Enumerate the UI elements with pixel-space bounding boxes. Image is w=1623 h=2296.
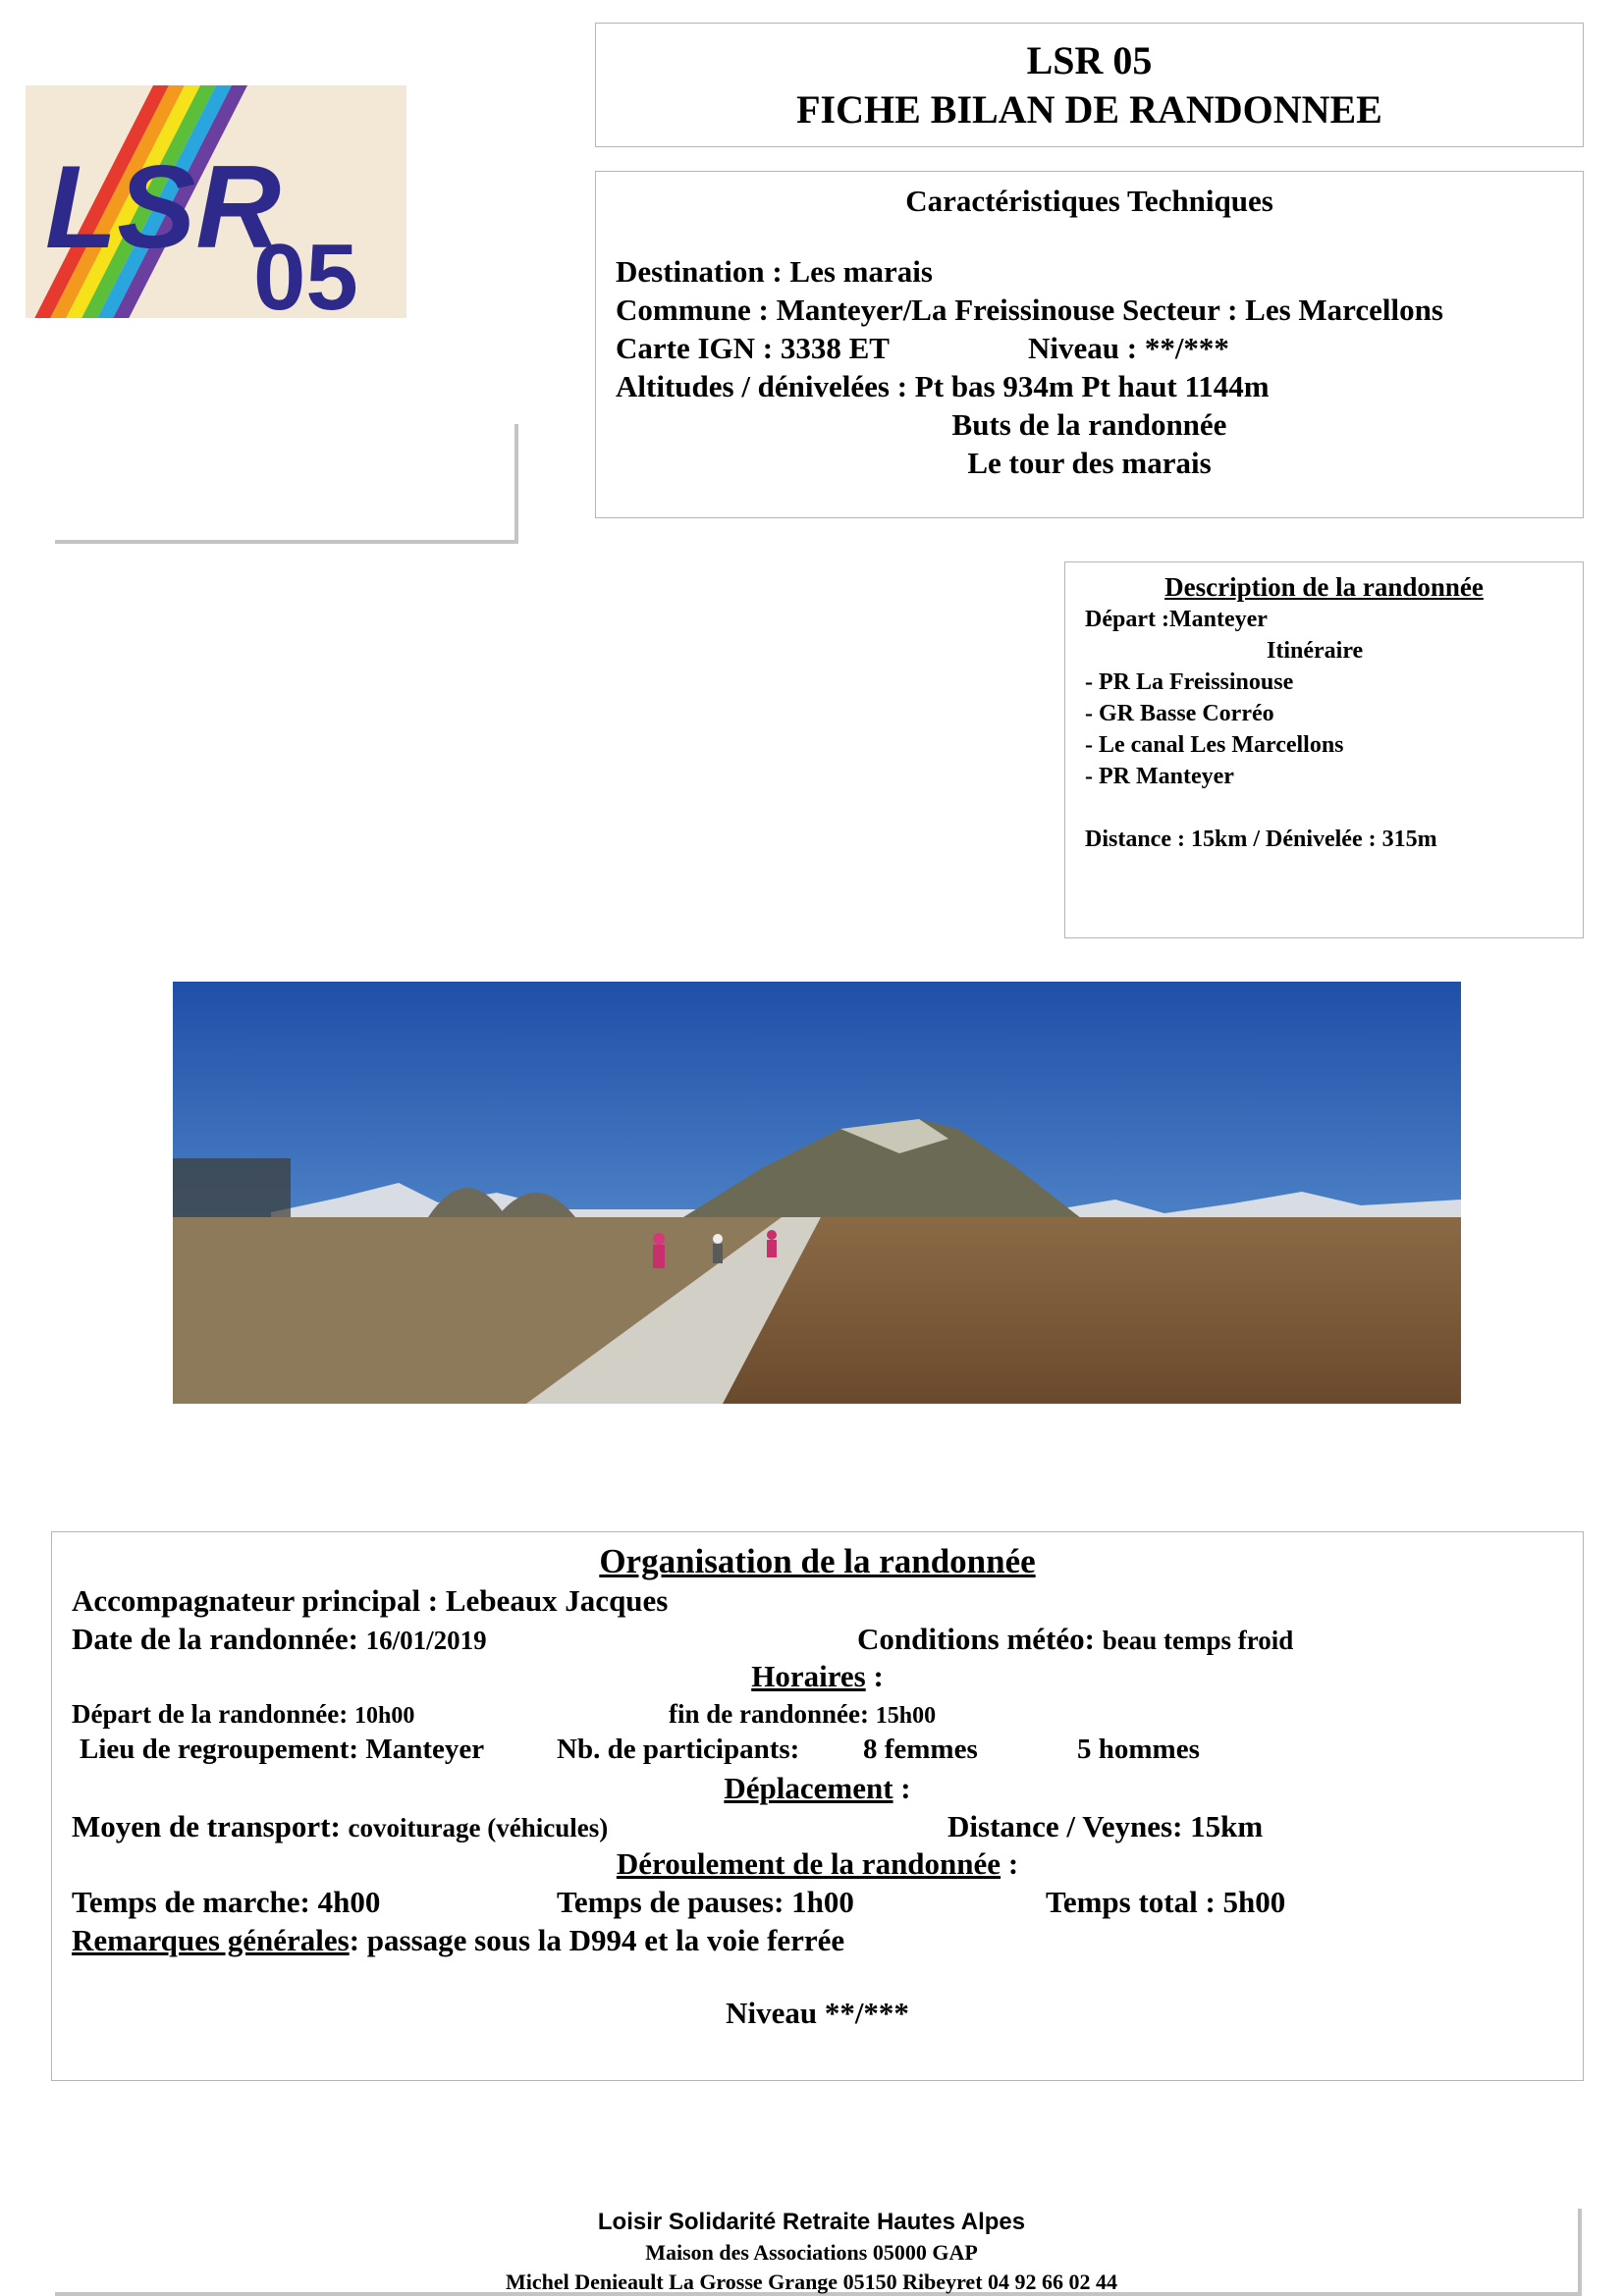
- accompagnateur: Accompagnateur principal : Lebeaux Jacques: [72, 1583, 669, 1618]
- itineraire-heading: Itinéraire: [1267, 638, 1364, 664]
- title-line-2: FICHE BILAN DE RANDONNEE: [796, 87, 1382, 132]
- organisation-box: [51, 1531, 1584, 2081]
- destination: Destination : Les marais: [616, 254, 933, 289]
- footer-contact: Michel Denieault La Grosse Grange 05150 Ribeyret 04 92 66 02 44: [505, 2269, 1118, 2294]
- deplacement-heading: Déplacement: [724, 1771, 893, 1805]
- itineraire-step: - GR Basse Corréo: [1085, 701, 1274, 726]
- transport-label: Moyen de transport:: [72, 1809, 349, 1843]
- fin-value: 15h00: [875, 1703, 937, 1729]
- carte-ign: Carte IGN : 3338 ET: [616, 331, 890, 365]
- deroulement-heading-row: [52, 1846, 1583, 1882]
- logo-number: 05: [253, 225, 358, 318]
- itineraire-step: - PR La Freissinouse: [1085, 669, 1294, 695]
- lieu-regroupement: Lieu de regroupement: Manteyer: [80, 1734, 485, 1765]
- buts-value: Le tour des marais: [967, 446, 1212, 480]
- buts-heading: Buts de la randonnée: [951, 407, 1227, 442]
- title-box: [595, 23, 1584, 147]
- logo-frame-shadow-bottom: [55, 540, 518, 544]
- logo-frame-shadow: [514, 424, 518, 544]
- tech-heading: Caractéristiques Techniques: [905, 184, 1273, 218]
- depart-value: 10h00: [353, 1703, 415, 1729]
- distance-denivelee: Distance : 15km / Dénivelée : 315m: [1085, 827, 1437, 852]
- transport-value: covoiturage (véhicules): [348, 1813, 609, 1842]
- depart-label: Départ de la randonnée:: [72, 1699, 354, 1729]
- commune: Commune : Manteyer/La Freissinouse Secteur : Les Marcellons: [616, 293, 1443, 327]
- deplacement-heading-row: [52, 1771, 1583, 1806]
- organisation-heading: Organisation de la randonnée: [599, 1542, 1036, 1580]
- participants-hommes: 5 hommes: [1077, 1734, 1200, 1765]
- remarques-label: Remarques générales: [72, 1923, 350, 1957]
- technical-characteristics-box: [595, 171, 1584, 518]
- deroulement-colon: :: [1001, 1846, 1019, 1881]
- meteo-value: beau temps froid: [1102, 1626, 1294, 1655]
- date-label: Date de la randonnée:: [72, 1622, 366, 1656]
- remarques-row: [72, 1923, 844, 1958]
- distance-veynes: Distance / Veynes: 15km: [947, 1809, 1264, 1843]
- deplacement-colon: :: [893, 1771, 911, 1805]
- horaires-colon: :: [865, 1659, 884, 1693]
- fin-label: fin de randonnée:: [669, 1699, 876, 1729]
- temps-total: Temps total : 5h00: [1046, 1885, 1286, 1919]
- lsr-logo: [26, 85, 406, 318]
- temps-marche: Temps de marche: 4h00: [72, 1885, 381, 1919]
- participants-femmes: 8 femmes: [863, 1734, 978, 1765]
- rainbow-stripes-icon: [26, 85, 406, 318]
- fin-row: [669, 1699, 936, 1730]
- temps-pauses: Temps de pauses: 1h00: [557, 1885, 854, 1919]
- footer: [0, 2199, 1623, 2296]
- participants-label: Nb. de participants:: [557, 1734, 800, 1765]
- altitudes: Altitudes / dénivelées : Pt bas 934m Pt haut 1144m: [616, 369, 1270, 403]
- footer-address: Maison des Associations 05000 GAP: [645, 2240, 978, 2265]
- meteo-label: Conditions météo:: [857, 1622, 1103, 1656]
- niveau-summary: Niveau **/***: [726, 1996, 909, 2030]
- meteo-row: [857, 1622, 1293, 1657]
- description-box: [1064, 561, 1584, 938]
- horaires-heading: Horaires: [751, 1659, 866, 1693]
- depart: Départ :Manteyer: [1085, 607, 1268, 632]
- date-row: [72, 1622, 487, 1657]
- depart-row: [72, 1699, 414, 1730]
- footer-organisation: Loisir Solidarité Retraite Hautes Alpes: [597, 2209, 1026, 2235]
- deroulement-heading: Déroulement de la randonnée: [616, 1846, 1001, 1881]
- niveau: Niveau : **/***: [1028, 331, 1229, 365]
- date-value: 16/01/2019: [365, 1626, 487, 1655]
- transport-row: [72, 1809, 608, 1844]
- hiking-landscape-icon: [173, 982, 1461, 1404]
- landscape-photo: [173, 982, 1461, 1404]
- logo-letters: LSR: [45, 141, 281, 273]
- horaires-heading-row: [52, 1659, 1583, 1694]
- title-line-1: LSR 05: [1026, 38, 1153, 82]
- description-heading: Description de la randonnée: [1164, 572, 1484, 602]
- remarques-value: : passage sous la D994 et la voie ferrée: [349, 1923, 845, 1957]
- itineraire-step: - PR Manteyer: [1085, 764, 1234, 789]
- itineraire-step: - Le canal Les Marcellons: [1085, 732, 1344, 758]
